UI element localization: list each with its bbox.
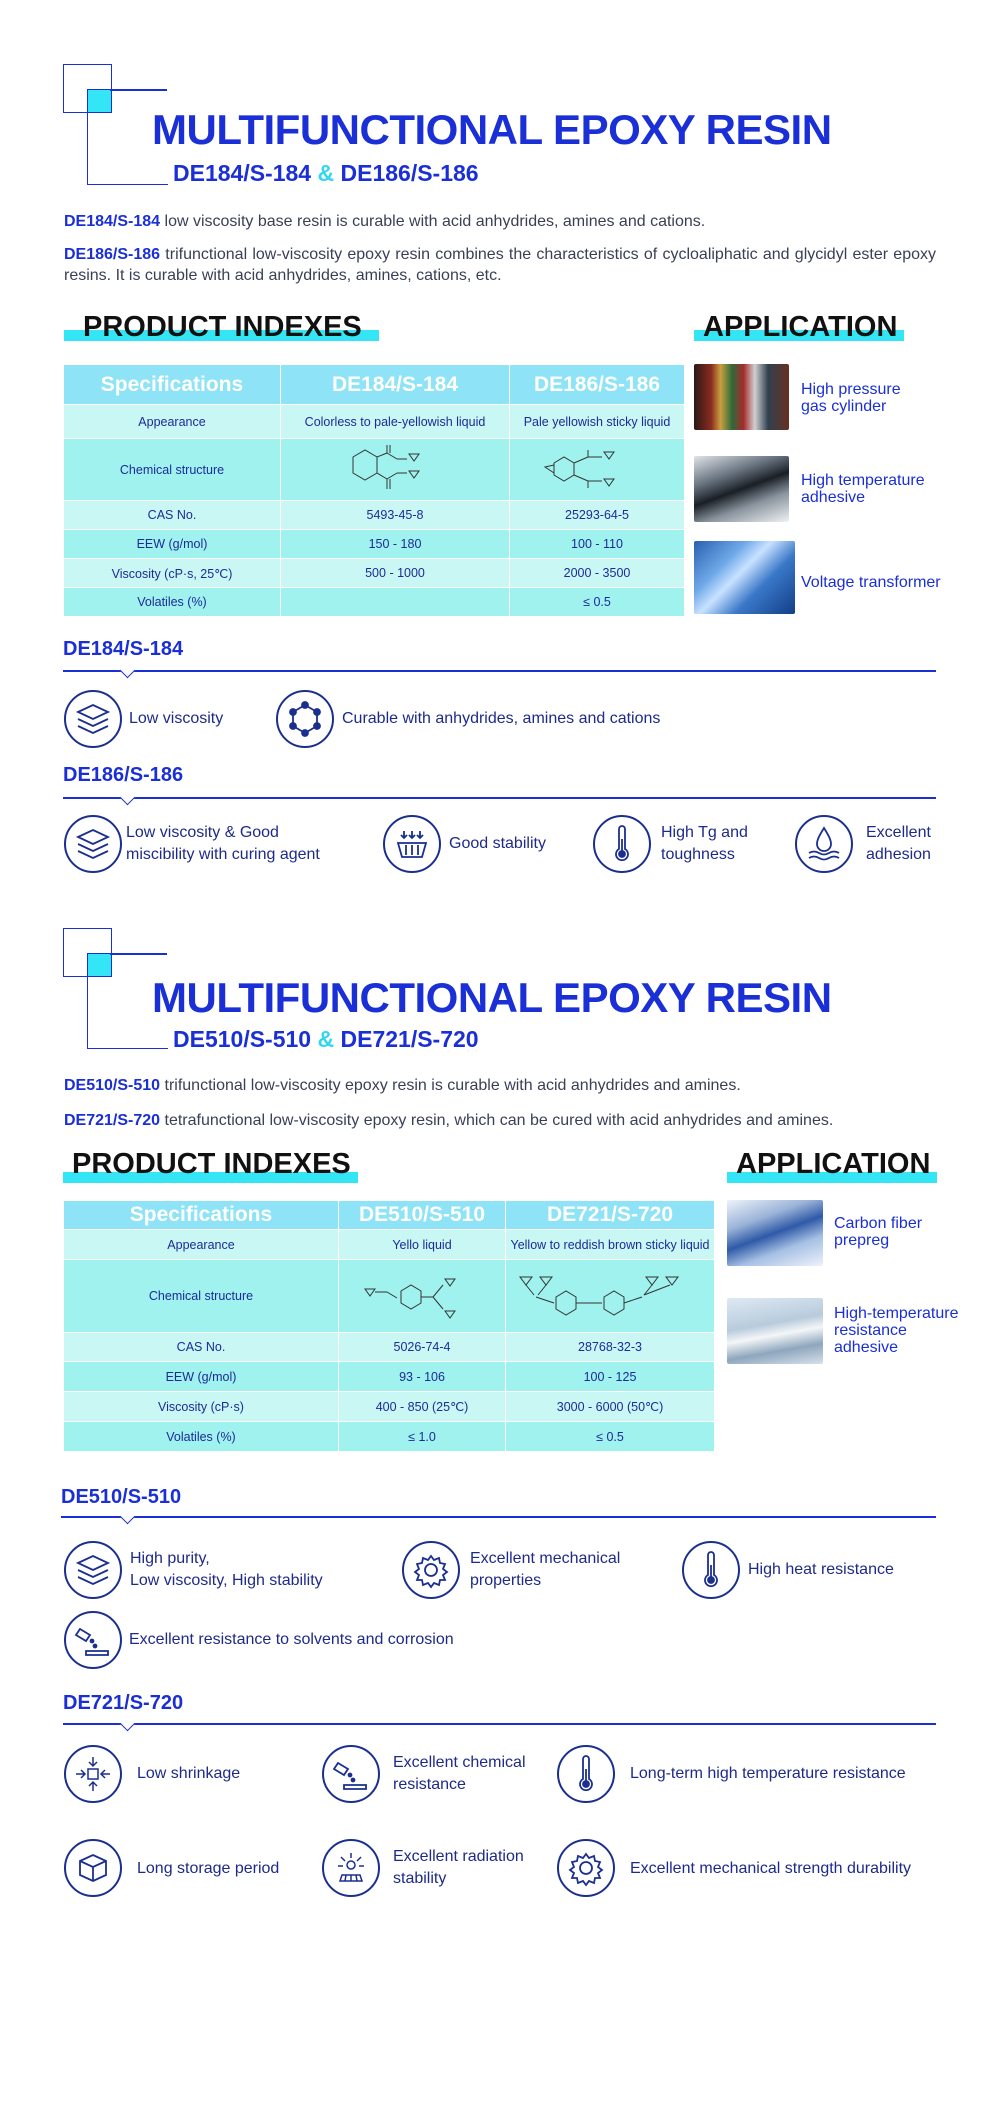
feature-heading: DE510/S-510: [61, 1486, 182, 1508]
application-heading: APPLICATION: [736, 1148, 931, 1180]
table-header: DE721/S-720: [506, 1201, 715, 1230]
description-1: [64, 1075, 936, 1096]
table-row: [64, 439, 685, 501]
desc-text: low viscosity base resin is curable with acid anhydrides, amines and cations.: [160, 213, 706, 230]
table-cell: Chemical structure: [64, 1260, 339, 1333]
layers-icon: [64, 1541, 122, 1599]
table-cell: 2000 - 3500: [510, 559, 685, 588]
thermometer-icon: [682, 1541, 740, 1599]
heading-rule: [63, 670, 936, 672]
table-cell: 28768-32-3: [506, 1333, 715, 1362]
table-cell: Viscosity (cP·s, 25℃): [64, 559, 281, 588]
table-cell: Pale yellowish sticky liquid: [510, 405, 685, 439]
feature-heading: DE184/S-184: [63, 638, 184, 660]
table-row: [64, 1260, 715, 1333]
table-row: [64, 559, 685, 588]
decor-frame-top: [110, 89, 167, 91]
shrink-arrows-icon: [64, 1745, 122, 1803]
indexes-heading: PRODUCT INDEXES: [72, 1148, 351, 1180]
subtitle-product-b: DE721/S-720: [340, 1026, 479, 1052]
table-cell: CAS No.: [64, 1333, 339, 1362]
heading-rule: [63, 797, 936, 799]
gear-icon: [557, 1839, 615, 1897]
table-cell: EEW (g/mol): [64, 1362, 339, 1392]
application-label: Carbon fiber prepreg: [834, 1215, 923, 1249]
table-cell: Chemical structure: [64, 439, 281, 501]
layers-icon: [64, 815, 122, 873]
heading-notch: [120, 1509, 136, 1525]
radiation-icon: [322, 1839, 380, 1897]
table-cell: Colorless to pale-yellowish liquid: [281, 405, 510, 439]
table-cell: ≤ 1.0: [339, 1422, 506, 1452]
application-label: Voltage transformer: [801, 574, 941, 591]
decor-frame-top: [110, 953, 167, 955]
desc-code: DE510/S-510: [64, 1077, 161, 1094]
thermometer-icon: [557, 1745, 615, 1803]
feature-text: Low viscosity & Good miscibility with curing agent: [126, 824, 320, 863]
application-label: High pressure gas cylinder: [801, 381, 901, 415]
table-header: Specifications: [64, 365, 281, 405]
table-row: [64, 1230, 715, 1260]
table-cell: Appearance: [64, 1230, 339, 1260]
desc-code: DE184/S-184: [64, 213, 161, 230]
storage-box-icon: [64, 1839, 122, 1897]
table-cell: 5026-74-4: [339, 1333, 506, 1362]
molecule-icon: [276, 690, 334, 748]
table-row: [64, 530, 685, 559]
table-row: [64, 1392, 715, 1422]
table-header: DE186/S-186: [510, 365, 685, 405]
adhesive-roller-image: [694, 456, 789, 522]
table-cell: 100 - 110: [510, 530, 685, 559]
table-row: [64, 501, 685, 530]
thermometer-icon: [593, 815, 651, 873]
desc-code: DE186/S-186: [64, 246, 161, 263]
table-cell: 3000 - 6000 (50℃): [506, 1392, 715, 1422]
product-subtitle: [173, 1026, 479, 1053]
feature-heading: DE186/S-186: [63, 764, 184, 786]
feature-text: High purity, Low viscosity, High stability: [130, 1550, 323, 1589]
transformer-image: [694, 541, 795, 614]
feature-text: High heat resistance: [748, 1561, 894, 1578]
feature-text: High Tg and toughness: [661, 824, 748, 863]
chemical-pour-icon: [64, 1611, 122, 1669]
table-row: [64, 1362, 715, 1392]
feature-text: Excellent radiation stability: [393, 1848, 524, 1887]
table-cell: 100 - 125: [506, 1362, 715, 1392]
desc-text: trifunctional low-viscosity epoxy resin is curable with acid anhydrides and amines.: [160, 1077, 741, 1094]
application-label: High temperature adhesive: [801, 472, 925, 506]
table-header: Specifications: [64, 1201, 339, 1230]
feature-text: Good stability: [449, 835, 546, 852]
subtitle-product-a: DE510/S-510: [173, 1026, 312, 1052]
feature-text: Excellent chemical resistance: [393, 1754, 526, 1793]
page-title: MULTIFUNCTIONAL EPOXY RESIN: [152, 106, 832, 153]
table-row: [64, 405, 685, 439]
subtitle-ampersand: &: [317, 160, 335, 186]
table-cell: Viscosity (cP·s): [64, 1392, 339, 1422]
carbon-fiber-image: [727, 1200, 823, 1266]
product-subtitle: [173, 160, 479, 187]
feature-text: Excellent mechanical strength durability: [630, 1860, 912, 1877]
feature-text: Excellent resistance to solvents and corrosion: [129, 1631, 454, 1648]
table-row: [64, 588, 685, 617]
table-header: DE510/S-510: [339, 1201, 506, 1230]
stability-basket-icon: [383, 815, 441, 873]
table-cell: Appearance: [64, 405, 281, 439]
chemical-structure-de184: [281, 439, 510, 501]
heading-notch: [120, 663, 136, 679]
table-cell: 150 - 180: [281, 530, 510, 559]
table-cell: [281, 588, 510, 617]
table-cell: 25293-64-5: [510, 501, 685, 530]
heading-rule: [61, 1516, 936, 1518]
spec-table-1: [63, 364, 685, 617]
table-cell: Volatiles (%): [64, 1422, 339, 1452]
table-cell: 500 - 1000: [281, 559, 510, 588]
subtitle-product-b: DE186/S-186: [340, 160, 479, 186]
table-cell: EEW (g/mol): [64, 530, 281, 559]
description-2: [64, 244, 936, 286]
description-2: [64, 1110, 964, 1131]
table-cell: Volatiles (%): [64, 588, 281, 617]
feature-heading: DE721/S-720: [63, 1692, 184, 1714]
feature-text: Long storage period: [137, 1860, 280, 1877]
gas-cylinder-image: [694, 364, 789, 430]
desc-text: trifunctional low-viscosity epoxy resin combines the characteristics of cycloaliphatic and glycidyl ester epoxy resins. It is curable with acid anhydrides, amines, cations, etc.: [64, 246, 936, 284]
table-cell: ≤ 0.5: [510, 588, 685, 617]
chemical-structure-de186: [510, 439, 685, 501]
chemical-pour-icon: [322, 1745, 380, 1803]
spec-table-2: [63, 1200, 715, 1452]
chemical-structure-de721: [506, 1260, 715, 1333]
subtitle-product-a: DE184/S-184: [173, 160, 312, 186]
table-row: [64, 1422, 715, 1452]
desc-code: DE721/S-720: [64, 1112, 161, 1129]
description-1: [64, 211, 936, 232]
table-cell: 400 - 850 (25℃): [339, 1392, 506, 1422]
indexes-heading: PRODUCT INDEXES: [83, 311, 362, 343]
application-label: High-temperature resistance adhesive: [834, 1305, 959, 1356]
table-cell: Yellow to reddish brown sticky liquid: [506, 1230, 715, 1260]
gear-icon: [402, 1541, 460, 1599]
heading-rule: [63, 1723, 936, 1725]
table-cell: 93 - 106: [339, 1362, 506, 1392]
page-title: MULTIFUNCTIONAL EPOXY RESIN: [152, 974, 832, 1021]
feature-text: Curable with anhydrides, amines and cations: [342, 710, 661, 727]
table-cell: 5493-45-8: [281, 501, 510, 530]
adhesion-drop-icon: [795, 815, 853, 873]
subtitle-ampersand: &: [317, 1026, 335, 1052]
desc-text: tetrafunctional low-viscosity epoxy resin, which can be cured with acid anhydrides and amines.: [160, 1112, 834, 1129]
feature-text: Low viscosity: [129, 710, 224, 727]
heading-notch: [120, 790, 136, 806]
chemical-structure-de510: [339, 1260, 506, 1333]
table-cell: CAS No.: [64, 501, 281, 530]
feature-text: Excellent mechanical properties: [470, 1550, 621, 1589]
table-header: DE184/S-184: [281, 365, 510, 405]
feature-text: Long-term high temperature resistance: [630, 1765, 906, 1782]
application-heading: APPLICATION: [703, 311, 898, 343]
table-cell: Yello liquid: [339, 1230, 506, 1260]
feature-text: Excellent adhesion: [866, 824, 931, 863]
table-row: [64, 1333, 715, 1362]
aircraft-image: [727, 1298, 823, 1364]
table-cell: ≤ 0.5: [506, 1422, 715, 1452]
heading-notch: [120, 1716, 136, 1732]
layers-icon: [64, 690, 122, 748]
feature-text: Low shrinkage: [137, 1765, 241, 1782]
